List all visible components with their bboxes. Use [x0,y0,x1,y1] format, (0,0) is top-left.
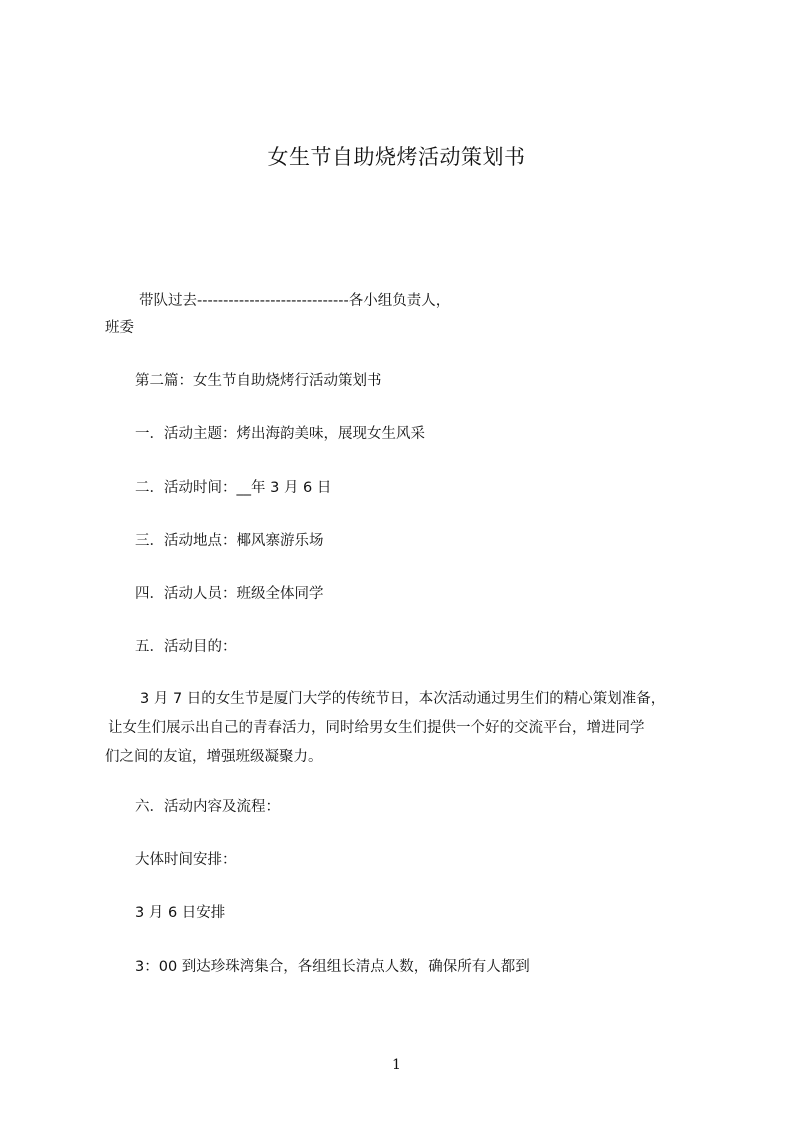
schedule-heading: 大体时间安排： [135,852,237,868]
purpose-line-2: 让女生们展示出自己的青春活力，同时给男女生们提供一个好的交流平台，增进同学 [108,720,645,736]
item-theme: 一．活动主题：烤出海韵美味，展现女生风采 [135,426,425,442]
item-content-flow: 六．活动内容及流程： [135,799,280,815]
date-line: 3 月 6 日安排 [135,905,226,921]
purpose-paragraph [105,685,715,772]
purpose-line-1: 3 月 7 日的女生节是厦门大学的传统节日，本次活动通过男生们的精心策划准备， [140,691,666,707]
first-step: 3：00 到达珍珠湾集合，各组组长清点人数，确保所有人都到 [135,959,530,975]
purpose-line-3: 们之间的友谊，增强班级凝聚力。 [105,749,323,765]
page-number: 1 [392,1057,401,1073]
item-location: 三．活动地点：椰风寨游乐场 [135,533,324,549]
section-heading: 第二篇：女生节自助烧烤行活动策划书 [135,373,382,389]
lead-line-2: 班委 [105,320,134,336]
item-time: 二．活动时间：__年 3 月 6 日 [135,480,332,496]
item-purpose-heading: 五．活动目的： [135,639,237,655]
lead-line-1: 带队过去-----------------------------各小组负责人， [139,293,451,309]
item-participants: 四．活动人员：班级全体同学 [135,586,324,602]
document-title: 女生节自助烧烤活动策划书 [267,145,526,169]
